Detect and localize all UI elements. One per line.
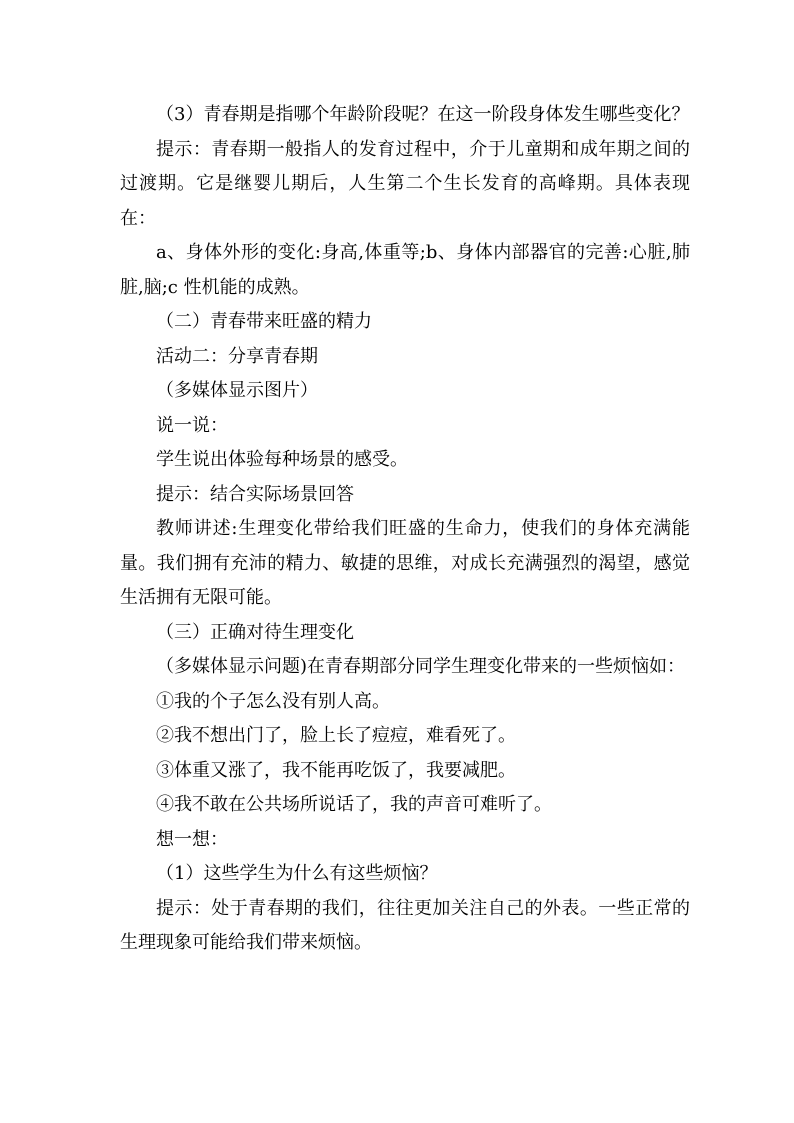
paragraph-student-feelings: 学生说出体验每种场景的感受。 xyxy=(156,449,408,470)
paragraph-body-changes: a、身体外形的变化:身高,体重等;b、身体内部器官的完善:心脏,肺脏,脑;c 性机能的成熟。 xyxy=(120,242,690,298)
activity-2-title: 活动二：分享青春期 xyxy=(156,345,318,367)
paragraph-hint-puberty-definition: 提示：青春期一般指人的发育过程中，介于儿童期和成年期之间的过渡期。它是继婴儿期后，人生第二个生长发育的高峰期。具体表现在： xyxy=(120,138,690,229)
paragraph-think: 想一想： xyxy=(156,828,228,850)
paragraph-say: 说一说： xyxy=(156,414,228,436)
multimedia-note-questions: （多媒体显示问题)在青春期部分同学生理变化带来的一些烦恼如： xyxy=(156,656,686,677)
paragraph-question-1: （1）这些学生为什么有这些烦恼？ xyxy=(156,863,438,884)
paragraph-question-3: （3）青春期是指哪个年龄阶段呢？在这一阶段身体发生哪些变化？ xyxy=(156,104,690,125)
list-item-worry-2: ②我不想出门了，脸上长了痘痘，难看死了。 xyxy=(156,725,516,746)
paragraph-hint-appearance: 提示：处于青春期的我们，往往更加关注自己的外表。一些正常的生理现象可能给我们带来烦恼。 xyxy=(120,897,690,953)
document-page xyxy=(120,98,690,961)
section-heading-2: （二）青春带来旺盛的精力 xyxy=(156,311,372,332)
list-item-worry-4: ④我不敢在公共场所说话了，我的声音可难听了。 xyxy=(156,794,552,815)
multimedia-note-images: （多媒体显示图片） xyxy=(156,380,318,401)
list-item-worry-3: ③体重又涨了，我不能再吃饭了，我要减肥。 xyxy=(156,759,516,781)
list-item-worry-1: ①我的个子怎么没有别人高。 xyxy=(156,690,390,712)
paragraph-teacher-lecture: 教师讲述:生理变化带给我们旺盛的生命力，使我们的身体充满能量。我们拥有充沛的精力、敏捷的思维，对成长充满强烈的渴望，感觉生活拥有无限可能。 xyxy=(120,518,690,608)
paragraph-hint-scenes: 提示：结合实际场景回答 xyxy=(156,483,354,505)
section-heading-3: （三）正确对待生理变化 xyxy=(156,621,354,643)
